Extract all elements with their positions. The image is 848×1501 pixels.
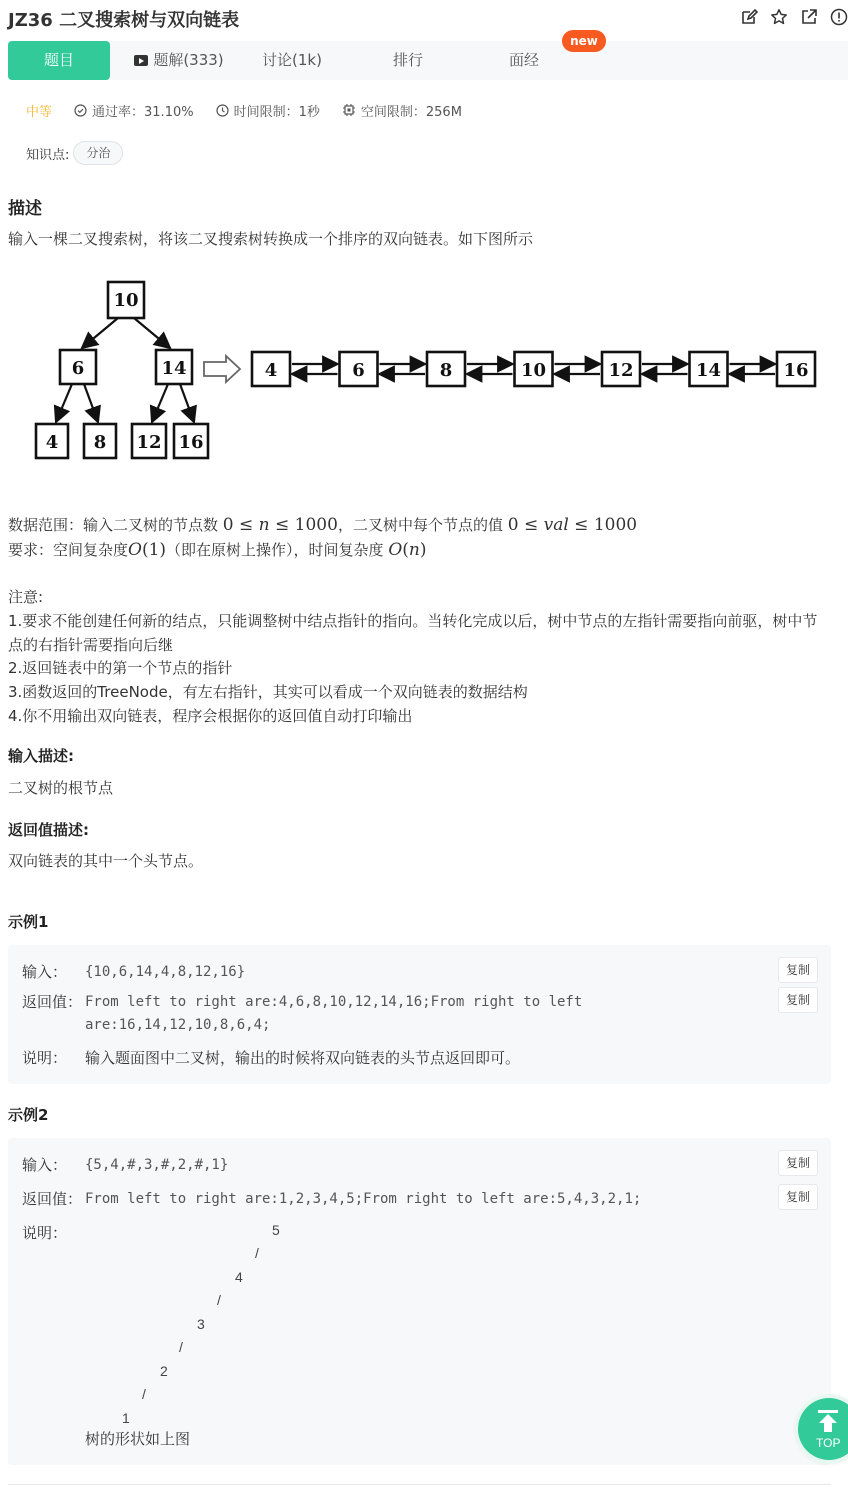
problem-title: JZ36 二叉搜索树与双向链表 xyxy=(8,10,240,31)
tab-discussion[interactable] xyxy=(248,41,336,80)
tab-problem[interactable] xyxy=(8,41,110,80)
tree-node-label: 14 xyxy=(161,358,187,379)
req-prefix: 要求：空间复杂度 xyxy=(8,541,129,559)
tree-diagram-line: / xyxy=(142,1386,146,1402)
input-label: 输入： xyxy=(22,963,68,981)
space-limit xyxy=(342,101,462,120)
note-line: 1.要求不能创建任何新的结点，只能调整树中结点指针的指向。当转化完成以后，树中节点的左指针需要指向前驱，树中节点的右指针需要指向后继 xyxy=(8,611,818,654)
note-label: 说明： xyxy=(22,1224,68,1242)
example-note-row xyxy=(22,1222,818,1452)
tab-label: 题目 xyxy=(43,51,74,69)
input-label: 输入： xyxy=(22,1156,68,1174)
pass-rate-text: 通过率：31.10% xyxy=(92,104,194,120)
check-circle-icon xyxy=(74,104,87,117)
clock-icon xyxy=(216,104,229,117)
list-node-label: 14 xyxy=(695,360,722,381)
difficulty-label: 中等 xyxy=(26,104,53,120)
example-2-heading: 示例2 xyxy=(8,1106,49,1124)
tree-edge xyxy=(56,384,72,422)
tree-node-label: 16 xyxy=(178,432,204,453)
example-note-row xyxy=(22,1047,818,1071)
description-intro: 输入一棵二叉搜索树，将该二叉搜索树转换成一个排序的双向链表。如下图所示 xyxy=(8,230,534,248)
pass-rate xyxy=(74,101,194,120)
header-actions xyxy=(740,8,848,26)
input-desc-heading: 输入描述: xyxy=(8,747,74,765)
time-complexity: O(n) xyxy=(388,540,427,560)
range-formula-n: 0 ≤ n ≤ 1000 xyxy=(222,515,338,535)
problem-meta xyxy=(26,101,484,119)
description-heading: 描述 xyxy=(8,199,42,219)
example-1-box xyxy=(8,945,831,1084)
return-desc-heading: 返回值描述: xyxy=(8,821,89,839)
arrow-up-icon xyxy=(817,1410,839,1434)
video-icon xyxy=(134,55,148,66)
chip-icon xyxy=(342,103,356,117)
space-limit-text: 空间限制：256M xyxy=(360,104,462,120)
example-input-row xyxy=(22,1154,818,1178)
transform-arrow-icon xyxy=(204,356,240,382)
example-2-box xyxy=(8,1138,831,1465)
tree-node-label: 4 xyxy=(45,432,59,453)
tab-ranking[interactable] xyxy=(368,41,448,80)
output-label: 返回值： xyxy=(22,993,83,1011)
tree-diagram-line: / xyxy=(179,1339,183,1355)
range-formula-val: 0 ≤ val ≤ 1000 xyxy=(507,515,638,535)
range-prefix: 数据范围：输入二叉树的节点数 xyxy=(8,516,223,534)
tree-diagram-line: / xyxy=(255,1245,259,1261)
tab-label: 题解(333) xyxy=(153,51,224,69)
list-node-label: 4 xyxy=(264,360,278,381)
tab-interviews[interactable] xyxy=(484,41,564,80)
share-icon[interactable] xyxy=(800,8,818,26)
tree-edge xyxy=(82,318,118,348)
list-node-label: 8 xyxy=(439,360,453,381)
tree-diagram-line: / xyxy=(217,1292,221,1308)
tree-node-label: 10 xyxy=(113,290,139,311)
note-line: 3.函数返回的TreeNode，有左右指针，其实可以看成一个双向链表的数据结构 xyxy=(8,683,528,702)
top-label: TOP xyxy=(816,1436,841,1450)
edit-icon[interactable] xyxy=(740,8,758,26)
tree-edge xyxy=(134,318,170,348)
tree-diagram-line: 1 xyxy=(122,1410,130,1426)
tree-edge xyxy=(180,384,194,422)
example-input-row xyxy=(22,961,818,985)
space-complexity: O(1) xyxy=(128,540,167,560)
example-note: 输入题面图中二叉树，输出的时候将双向链表的头节点返回即可。 xyxy=(85,1049,521,1067)
tree-edge xyxy=(84,384,98,422)
copy-output-button[interactable]: 复制 xyxy=(778,1184,818,1210)
copy-input-button[interactable]: 复制 xyxy=(778,957,818,983)
problem-tabs xyxy=(8,41,848,80)
tab-label: 面经 xyxy=(508,51,539,69)
list-node-label: 6 xyxy=(352,360,365,381)
bst-to-list-figure xyxy=(28,278,820,466)
tree-diagram-line: 4 xyxy=(235,1269,243,1285)
tab-label: 讨论(1k) xyxy=(262,51,322,69)
return-desc-text: 双向链表的其中一个头节点。 xyxy=(8,852,204,870)
report-icon[interactable] xyxy=(830,8,848,26)
example-output-row xyxy=(22,991,818,1039)
data-range xyxy=(8,513,637,537)
list-node-label: 10 xyxy=(520,360,547,381)
example-input: {10,6,14,4,8,12,16} xyxy=(85,964,246,980)
knowledge-label: 知识点: xyxy=(26,147,70,163)
example-output-row xyxy=(22,1188,818,1212)
req-mid: （即在原树上操作），时间复杂度 xyxy=(166,541,389,559)
note-line: 2.返回链表中的第一个节点的指针 xyxy=(8,659,233,678)
problem-header xyxy=(8,4,848,32)
copy-input-button[interactable]: 复制 xyxy=(778,1150,818,1176)
tab-solutions[interactable] xyxy=(124,41,234,80)
notes xyxy=(8,586,828,729)
copy-output-button[interactable]: 复制 xyxy=(778,987,818,1013)
tree-node-label: 8 xyxy=(93,432,107,453)
new-badge: new xyxy=(562,30,606,52)
tree-node-label: 6 xyxy=(71,358,85,379)
note-line: 4.你不用输出双向链表，程序会根据你的返回值自动打印输出 xyxy=(8,706,413,725)
example-output: From left to right are:1,2,3,4,5;From right to left are:5,4,3,2,1; xyxy=(85,1191,642,1207)
example-1-heading: 示例1 xyxy=(8,913,49,931)
time-limit xyxy=(216,101,320,120)
note-label: 说明： xyxy=(22,1049,68,1067)
example-output: From left to right are:4,6,8,10,12,14,16;From right to left are:16,14,12,10,8,6,4; xyxy=(85,994,591,1033)
tree-diagram-line: 3 xyxy=(197,1316,205,1332)
tree-node-label: 12 xyxy=(136,432,162,453)
list-node-label: 16 xyxy=(783,360,809,381)
note-line: 注意: xyxy=(8,588,44,606)
knowledge-tag[interactable]: 分治 xyxy=(73,141,123,165)
list-node-label: 12 xyxy=(608,360,634,381)
tree-edge xyxy=(152,384,168,422)
divider xyxy=(8,1484,831,1485)
requirement xyxy=(8,538,427,562)
tree-diagram-line: 5 xyxy=(272,1222,280,1238)
star-icon[interactable] xyxy=(770,8,788,26)
time-limit-text: 时间限制：1秒 xyxy=(233,104,320,120)
example-note: 树的形状如上图 xyxy=(85,1430,191,1448)
knowledge-points xyxy=(26,141,123,165)
range-mid: ，二叉树中每个节点的值 xyxy=(337,516,508,534)
tab-label: 排行 xyxy=(392,51,423,69)
tree-diagram-line: 2 xyxy=(160,1363,168,1379)
input-desc-text: 二叉树的根节点 xyxy=(8,779,114,797)
example-input: {5,4,#,3,#,2,#,1} xyxy=(85,1157,229,1173)
output-label: 返回值： xyxy=(22,1190,83,1208)
